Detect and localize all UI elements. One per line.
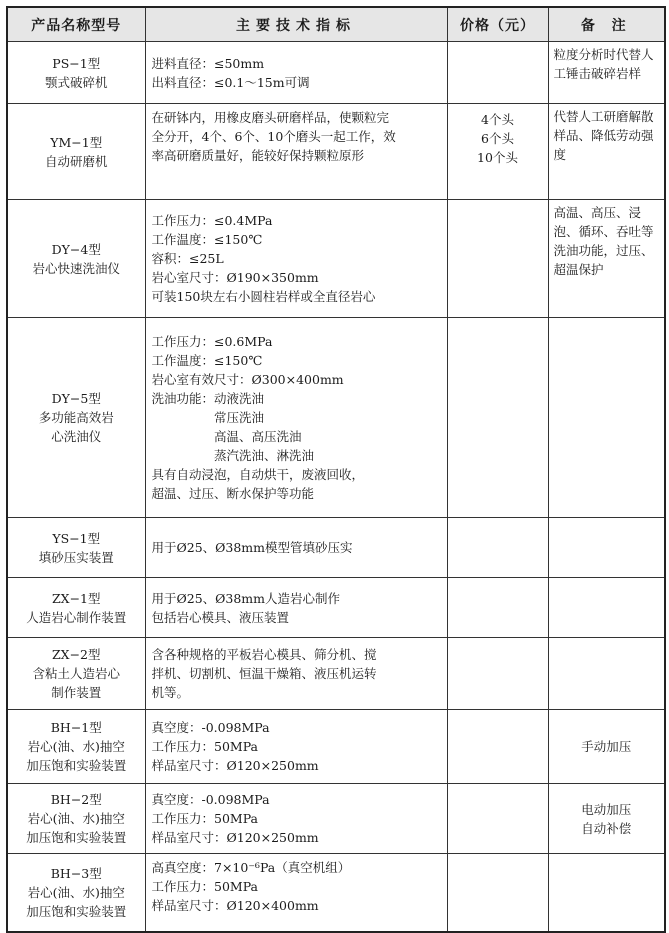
spec-cell-line: 常压洗油: [151, 410, 265, 425]
table-row: [7, 518, 665, 578]
remark-cell: [548, 42, 665, 104]
table-row: [7, 854, 665, 932]
remark-cell: [548, 638, 665, 710]
spec-cell-line: 具有自动浸泡，自动烘干，废液回收，: [151, 467, 365, 482]
spec-cell-line: 工作压力：50MPa: [151, 811, 259, 826]
product-name-cell-line: 含粘土人造岩心: [32, 666, 120, 681]
product-name-cell-line: 心洗油仪: [51, 429, 102, 444]
header-price: 价格（元）: [447, 7, 548, 42]
spec-cell-line: 真空度：-0.098MPa: [151, 720, 270, 735]
spec-cell-line: 包括岩心模具、液压装置: [151, 609, 290, 625]
product-name-cell: [7, 104, 145, 200]
product-name-cell-line: BH−2型: [50, 792, 102, 807]
product-name-cell-line: BH−1型: [50, 720, 102, 735]
remark-cell: [548, 104, 665, 200]
product-name-cell: [7, 318, 145, 518]
spec-cell-line: 洗油功能：动液洗油: [151, 391, 265, 406]
spec-cell-line: 容积：≤25L: [151, 251, 224, 266]
remark-cell: [548, 578, 665, 638]
table-row: [7, 578, 665, 638]
price-cell: [447, 200, 548, 318]
table-header-row: [7, 7, 665, 42]
product-name-cell-line: 岩心(油、水)抽空: [27, 884, 125, 900]
table-row: [7, 42, 665, 104]
remark-cell-line: 粒度分析时代替人工锤击破碎岩样: [553, 47, 654, 81]
remark-cell: [548, 854, 665, 932]
table-row: [7, 104, 665, 200]
spec-cell-line: 用于Ø25、Ø38mm模型管填砂压实: [151, 540, 353, 555]
spec-cell-line: 样品室尺寸：Ø120×400mm: [151, 898, 319, 913]
remark-cell-line: 代替人工研磨解散样品、降低劳动强度: [553, 109, 654, 162]
product-name-cell: [7, 710, 145, 784]
spec-cell-line: 机等。: [151, 685, 190, 700]
table-row: [7, 200, 665, 318]
spec-cell: [145, 710, 447, 784]
remark-cell: [548, 710, 665, 784]
price-cell: [447, 578, 548, 638]
spec-cell-line: 工作压力：≤0.6MPa: [151, 334, 273, 349]
table-row: [7, 638, 665, 710]
spec-cell: [145, 42, 447, 104]
product-name-cell: [7, 518, 145, 578]
price-cell-line: 6个头: [481, 131, 514, 146]
product-name-cell: [7, 200, 145, 318]
product-name-cell-line: ZX−1型: [51, 590, 101, 606]
product-table: [6, 6, 666, 933]
product-name-cell-line: BH−3型: [50, 865, 102, 881]
spec-cell-line: 拌机、切割机、恒温干燥箱、液压机运转: [151, 666, 377, 681]
product-name-cell-line: 加压饱和实验装置: [26, 903, 127, 919]
remark-cell-line: 高温、高压、浸泡、循环、吞吐等洗油功能，过压、超温保护: [553, 205, 654, 277]
spec-cell: [145, 318, 447, 518]
remark-cell: [548, 518, 665, 578]
spec-cell: [145, 784, 447, 854]
product-name-cell-line: 岩心快速洗油仪: [32, 260, 120, 276]
spec-cell: [145, 200, 447, 318]
product-name-cell-line: 岩心(油、水)抽空: [27, 811, 125, 826]
spec-cell-line: 岩心室有效尺寸：Ø300×400mm: [151, 372, 344, 387]
spec-cell-line: 工作压力：≤0.4MPa: [151, 213, 273, 228]
price-cell: [447, 42, 548, 104]
spec-cell-line: 在研钵内，用橡皮磨头研磨样品，使颗粒完: [151, 110, 390, 125]
remark-cell-line: 电动加压: [581, 801, 632, 817]
product-name-cell-line: PS−1型: [52, 55, 101, 71]
header-remarks: 备 注: [548, 7, 665, 42]
product-name-cell-line: YS−1型: [52, 530, 101, 546]
spec-cell-line: 高真空度：7×10⁻⁶Pa（真空机组）: [151, 860, 351, 875]
spec-cell-line: 工作温度：≤150℃: [151, 353, 263, 368]
product-name-cell-line: 填砂压实装置: [38, 549, 114, 565]
spec-cell-line: 岩心室尺寸：Ø190×350mm: [151, 270, 319, 285]
table-body: [7, 42, 665, 932]
spec-cell-line: 含各种规格的平板岩心模具、筛分机、搅: [151, 647, 377, 662]
price-cell: [447, 854, 548, 932]
product-name-cell-line: ZX−2型: [51, 647, 101, 662]
product-name-cell-line: 加压饱和实验装置: [26, 758, 127, 773]
price-cell: [447, 784, 548, 854]
spec-cell-line: 样品室尺寸：Ø120×250mm: [151, 758, 319, 773]
spec-cell-line: 全分开，4个、6个、10个磨头一起工作，效: [151, 129, 396, 144]
spec-cell: [145, 104, 447, 200]
spec-cell-line: 高温、高压洗油: [151, 429, 302, 444]
header-main-specs: 主要技术指标: [145, 7, 447, 42]
product-name-cell: [7, 784, 145, 854]
table-row: [7, 710, 665, 784]
spec-cell-line: 工作压力：50MPa: [151, 879, 259, 894]
spec-cell-line: 出料直径：≤0.1～15m可调: [151, 74, 310, 90]
spec-cell-line: 率高研磨质量好，能较好保持颗粒原形: [151, 148, 365, 163]
spec-cell-line: 可装150块左右小圆柱岩样或全直径岩心: [151, 289, 376, 304]
price-cell: [447, 710, 548, 784]
table-row: [7, 318, 665, 518]
product-name-cell-line: 制作装置: [51, 685, 102, 700]
product-name-cell-line: DY−5型: [51, 391, 101, 406]
price-cell-line: 4个头: [481, 112, 514, 127]
product-name-cell-line: 自动研磨机: [44, 153, 108, 169]
price-cell-line: 10个头: [477, 150, 518, 165]
product-name-cell-line: 颚式破碎机: [44, 74, 108, 90]
product-name-cell-line: 加压饱和实验装置: [26, 830, 127, 845]
spec-cell: [145, 638, 447, 710]
remark-cell: [548, 200, 665, 318]
spec-cell: [145, 518, 447, 578]
spec-cell-line: 蒸汽洗油、淋洗油: [151, 448, 315, 463]
spec-cell: [145, 578, 447, 638]
product-name-cell-line: 人造岩心制作装置: [26, 609, 127, 625]
product-name-cell-line: 多功能高效岩: [38, 410, 114, 425]
remark-cell: [548, 318, 665, 518]
spec-cell: [145, 854, 447, 932]
price-cell: [447, 638, 548, 710]
spec-cell-line: 超温、过压、断水保护等功能: [151, 486, 315, 501]
product-spec-sheet: [6, 6, 664, 928]
spec-cell-line: 样品室尺寸：Ø120×250mm: [151, 830, 319, 845]
price-cell: [447, 104, 548, 200]
product-name-cell-line: 岩心(油、水)抽空: [27, 739, 125, 754]
remark-cell-line: 手动加压: [581, 739, 632, 754]
table-row: [7, 784, 665, 854]
spec-cell-line: 用于Ø25、Ø38mm人造岩心制作: [151, 590, 341, 606]
remark-cell-line: 自动补偿: [581, 820, 632, 836]
price-cell: [447, 318, 548, 518]
spec-cell-line: 工作温度：≤150℃: [151, 232, 263, 247]
product-name-cell: [7, 854, 145, 932]
remark-cell: [548, 784, 665, 854]
spec-cell-line: 进料直径：≤50mm: [151, 55, 265, 71]
header-product-name: 产品名称型号: [7, 7, 145, 42]
product-name-cell: [7, 578, 145, 638]
price-cell: [447, 518, 548, 578]
spec-cell-line: 工作压力：50MPa: [151, 739, 259, 754]
product-name-cell-line: DY−4型: [51, 241, 101, 257]
product-name-cell: [7, 638, 145, 710]
product-name-cell: [7, 42, 145, 104]
spec-cell-line: 真空度：-0.098MPa: [151, 792, 270, 807]
product-name-cell-line: YM−1型: [50, 134, 103, 150]
